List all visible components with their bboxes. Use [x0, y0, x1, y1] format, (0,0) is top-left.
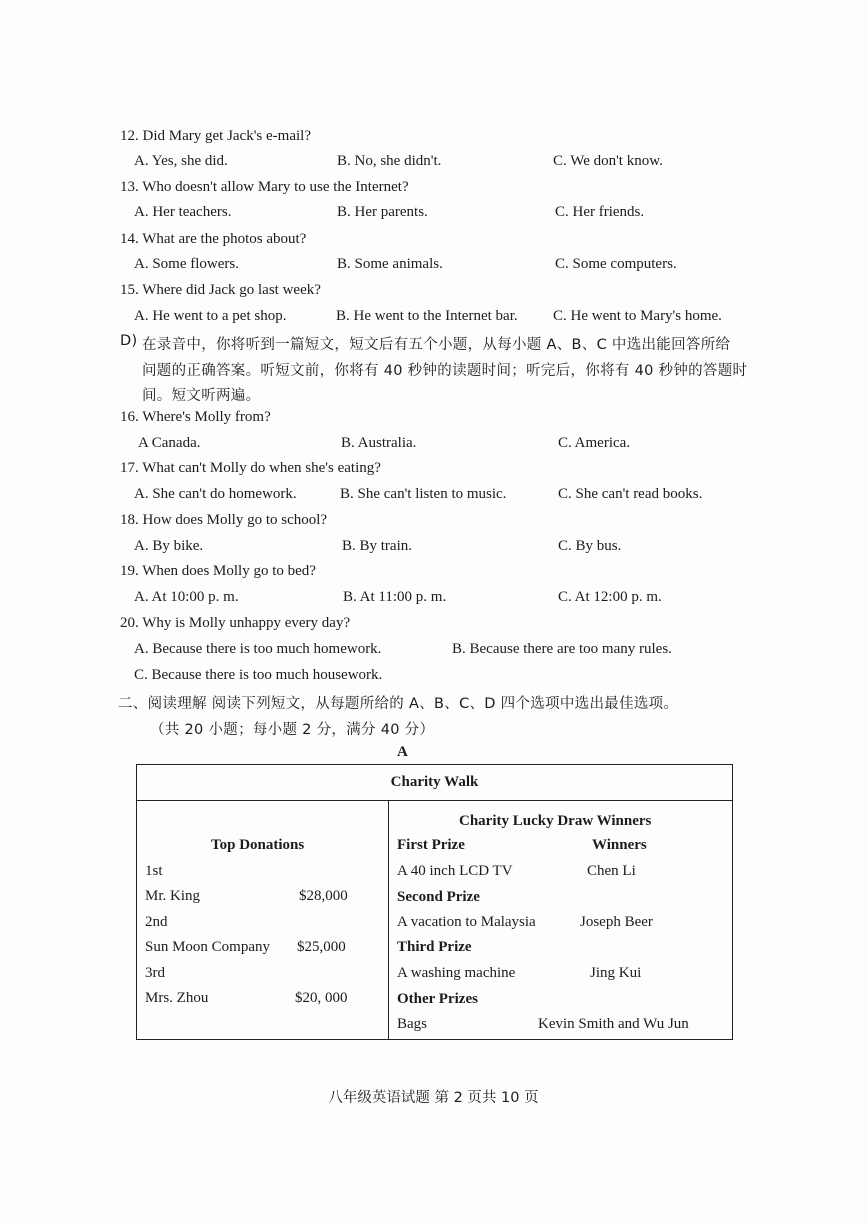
question-14: 14. What are the photos about?	[120, 231, 307, 247]
option-12-b: B. No, she didn't.	[337, 153, 442, 169]
option-15-c: C. He went to Mary's home.	[553, 308, 722, 324]
second-prize-winner: Joseph Beer	[580, 914, 653, 930]
question-18: 18. How does Molly go to school?	[120, 512, 328, 528]
other-prizes-label: Other Prizes	[397, 991, 478, 1007]
charity-table	[136, 764, 733, 1040]
option-14-a: A. Some flowers.	[134, 256, 239, 272]
question-15: 15. Where did Jack go last week?	[120, 282, 321, 298]
table-divider	[388, 801, 389, 1039]
second-prize-item: A vacation to Malaysia	[397, 914, 536, 930]
option-12-a: A. Yes, she did.	[134, 153, 228, 169]
section-d-line-2: 问题的正确答案。听短文前，你将有 40 秒钟的读题时间；听完后，你将有 40 秒钟的答题时	[142, 363, 748, 379]
question-19: 19. When does Molly go to bed?	[120, 563, 316, 579]
winners-label: Winners	[592, 837, 647, 853]
section-d-line-3: 间。短文听两遍。	[142, 388, 261, 404]
option-18-c: C. By bus.	[558, 538, 622, 554]
other-prize-item: Bags	[397, 1016, 427, 1032]
question-20: 20. Why is Molly unhappy every day?	[120, 615, 351, 631]
option-14-b: B. Some animals.	[337, 256, 443, 272]
option-16-c: C. America.	[558, 435, 631, 451]
donation-amount-3: $20, 000	[295, 990, 348, 1006]
option-15-b: B. He went to the Internet bar.	[336, 308, 518, 324]
option-13-b: B. Her parents.	[337, 204, 428, 220]
option-13-c: C. Her friends.	[555, 204, 645, 220]
option-20-a: A. Because there is too much homework.	[134, 641, 382, 657]
option-20-c: C. Because there is too much housework.	[134, 667, 383, 683]
table-title: Charity Walk	[390, 774, 479, 790]
question-17: 17. What can't Molly do when she's eating?	[120, 460, 381, 476]
option-13-a: A. Her teachers.	[134, 204, 232, 220]
passage-label: A	[397, 744, 408, 760]
option-15-a: A. He went to a pet shop.	[134, 308, 287, 324]
table-title-row	[137, 765, 732, 801]
option-19-c: C. At 12:00 p. m.	[558, 589, 662, 605]
option-12-c: C. We don't know.	[553, 153, 663, 169]
option-18-b: B. By train.	[342, 538, 412, 554]
option-18-a: A. By bike.	[134, 538, 204, 554]
first-prize-winner: Chen Li	[587, 863, 636, 879]
option-17-c: C. She can't read books.	[558, 486, 703, 502]
donation-name-1: Mr. King	[145, 888, 201, 904]
donation-name-2: Sun Moon Company	[145, 939, 271, 955]
option-19-a: A. At 10:00 p. m.	[134, 589, 239, 605]
first-prize-item: A 40 inch LCD TV	[397, 863, 513, 879]
reading-subheading: （共 20 小题；每小题 2 分，满分 40 分）	[150, 722, 435, 738]
third-prize-label: Third Prize	[397, 939, 472, 955]
first-prize-label: First Prize	[397, 837, 465, 853]
third-prize-winner: Jing Kui	[590, 965, 642, 981]
page-footer: 八年级英语试题 第 2 页共 10 页	[328, 1090, 539, 1106]
donation-amount-1: $28,000	[299, 888, 348, 904]
donation-name-3: Mrs. Zhou	[145, 990, 209, 1006]
question-12: 12. Did Mary get Jack's e-mail?	[120, 128, 311, 144]
option-17-a: A. She can't do homework.	[134, 486, 297, 502]
other-prize-winner: Kevin Smith and Wu Jun	[538, 1016, 689, 1032]
question-13: 13. Who doesn't allow Mary to use the Internet?	[120, 179, 409, 195]
section-d-label: D)	[120, 333, 138, 349]
third-prize-item: A washing machine	[397, 965, 516, 981]
option-14-c: C. Some computers.	[555, 256, 677, 272]
option-17-b: B. She can't listen to music.	[340, 486, 507, 502]
option-20-b: B. Because there are too many rules.	[452, 641, 672, 657]
donation-rank-3: 3rd	[145, 965, 165, 981]
donation-rank-1: 1st	[145, 863, 163, 879]
option-19-b: B. At 11:00 p. m.	[343, 589, 447, 605]
top-donations-heading: Top Donations	[211, 837, 305, 853]
question-16: 16. Where's Molly from?	[120, 409, 271, 425]
option-16-a: A Canada.	[138, 435, 201, 451]
donation-rank-2: 2nd	[145, 914, 168, 930]
donation-amount-2: $25,000	[297, 939, 346, 955]
second-prize-label: Second Prize	[397, 889, 480, 905]
reading-heading: 二、阅读理解 阅读下列短文，从每题所给的 A、B、C、D 四个选项中选出最佳选项。	[118, 696, 679, 712]
section-d-line-1: 在录音中，你将听到一篇短文，短文后有五个小题，从每小题 A、B、C 中选出能回答所给	[142, 337, 731, 353]
lucky-draw-heading: Charity Lucky Draw Winners	[459, 813, 652, 829]
option-16-b: B. Australia.	[341, 435, 417, 451]
